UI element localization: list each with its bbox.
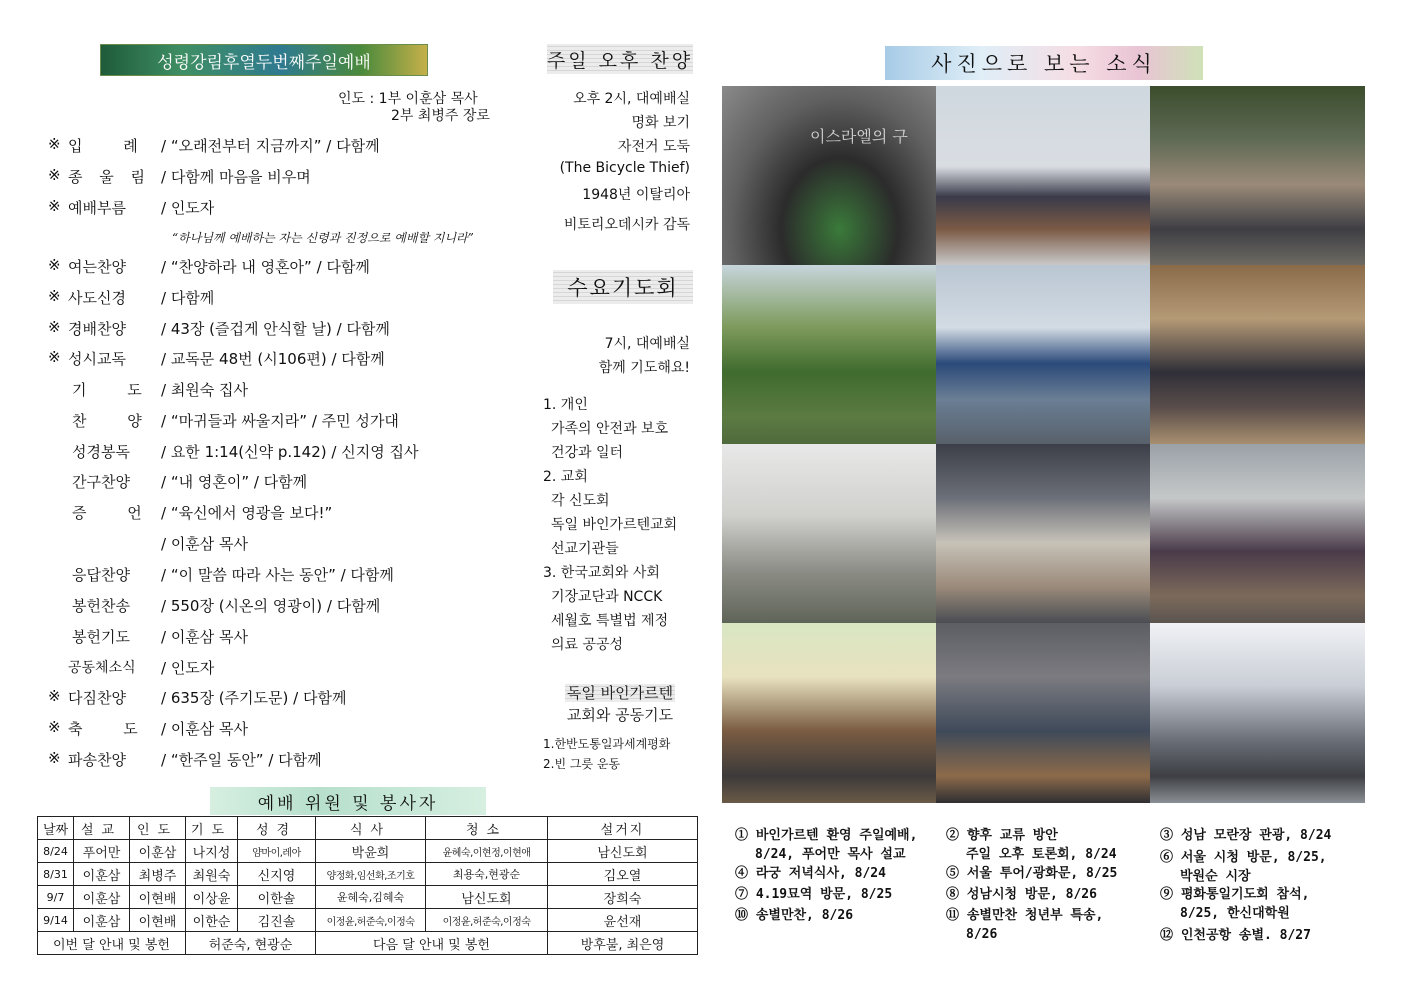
order-item-name: 예배부름 [68,199,126,217]
order-item-detail: / 다함께 [161,289,215,307]
header-cleaning: 청소 [426,817,548,840]
table-cell: 이훈삼 [74,863,130,886]
order-item-detail: / 인도자 [161,199,215,217]
photo-caption [1160,926,1311,945]
header-meal: 식사 [316,817,426,840]
table-cell: 이한솔 [238,886,316,909]
photo-caption [1160,826,1331,845]
list-item: 3. 한국교회와 사회 [543,565,660,581]
joint-prayer-title-line2: 교회와 공동기도 [566,706,674,724]
star-mark: ※ [48,749,61,767]
caption-line: ④ 라궁 저녁식사, 8/24 [735,866,886,881]
caption-line: ⑥ 서울 시청 방문, 8/25, [1160,850,1327,865]
list-item: 각 신도회 [551,493,610,509]
leader-line-2: 2부 최병주 장로 [391,108,490,124]
table-cell: 양정화,임선화,조기호 [316,863,426,886]
table-cell: 김진솔 [238,909,316,932]
order-item-name: 간구찬양 [72,473,130,491]
staff-table [37,816,698,955]
sunday-line: 비토리오데시카 감독 [563,217,690,233]
list-item: 1.한반도통일과세계평화 [543,737,671,751]
order-item-detail: / “육신에서 영광을 보다!” [161,504,333,522]
order-item-name: 다짐찬양 [68,689,126,707]
table-cell: 박윤희 [316,840,426,863]
order-item-name: 여는찬양 [68,258,126,276]
table-row [38,840,698,863]
header-scripture: 성경 [238,817,316,840]
table-cell: 최용숙,현광순 [426,863,548,886]
photo-caption [1160,848,1327,886]
table-cell: 이정윤,허준숙,이정숙 [316,909,426,932]
caption-line: ③ 성남 모란장 관광, 8/24 [1160,828,1332,843]
sunday-afternoon-banner [547,44,693,74]
photo-moran-market [1150,86,1365,265]
photo-419-cemetery [722,444,936,623]
order-item-detail: / 635장 (주기도문) / 다함께 [161,689,347,707]
table-cell: 나지성 [186,840,238,863]
caption-line: ⑫ 인천공항 송별. 8/27 [1160,928,1311,943]
list-item: 기장교단과 NCCK [551,589,663,605]
photo-caption [946,826,1117,864]
wednesday-banner [553,270,693,304]
photo-discussion-panel [936,86,1150,265]
order-item-name: 파송찬양 [68,751,126,769]
order-item-name: 성시교독 [68,350,126,368]
photo-caption [946,906,1103,944]
table-row [38,886,698,909]
order-item-detail: / 550장 (시온의 영광이) / 다함께 [161,597,381,615]
joint-prayer-title-line1: 독일 바인가르텐 [566,684,674,702]
caption-line: ⑪ 송별만찬 청년부 특송, [946,908,1104,923]
header-dishes: 설거지 [548,817,698,840]
table-cell: 윤선재 [548,909,698,932]
photo-farewell-dinner [722,623,936,803]
caption-line: ⑤ 서울 투어/광화문, 8/25 [946,866,1118,881]
photo-gwanghwamun [936,265,1150,444]
order-item-detail: / “이 말씀 따라 사는 동안” / 다함께 [161,566,394,584]
list-item: 선교기관들 [551,541,619,557]
star-mark: ※ [48,166,61,184]
table-cell: 8/24 [38,840,74,863]
table-cell: 이상윤 [186,886,238,909]
star-mark: ※ [48,318,61,336]
next-month-label: 다음 달 안내 및 봉헌 [316,932,548,955]
table-footer-row [38,932,698,955]
list-item: 1. 개인 [543,397,588,413]
sunday-line: (The Bicycle Thief) [559,160,690,176]
photo-dinner-garden [722,265,936,444]
photo-incheon-airport [1150,623,1365,803]
list-item: 2.빈 그릇 운동 [543,757,621,771]
leader-line-1: 인도 : 1부 이훈삼 목사 [338,91,478,107]
order-item-detail: / 인도자 [161,659,215,677]
caption-line: ⑧ 성남시청 방문, 8/26 [946,887,1097,902]
wednesday-line: 7시, 대예배실 [604,336,690,352]
order-item-name: 종 울 림 [68,168,152,186]
photo-caption [735,864,886,883]
table-cell: 이훈삼 [130,840,186,863]
table-cell: 이현배 [130,886,186,909]
order-item-name: 축 도 [68,720,156,738]
order-item-name: 성경봉독 [72,443,130,461]
order-item-detail: / 다함께 마음을 비우며 [161,168,311,186]
sunday-afternoon-title: 주일 오후 찬양 [546,49,694,72]
table-cell: 최병주 [130,863,186,886]
order-item-detail: / 43장 (즐겁게 안식할 날) / 다함께 [161,320,390,338]
table-cell: 얌마이,레아 [238,840,316,863]
list-item: 건강과 일터 [551,445,624,461]
photo-seongnam-city-hall [936,444,1150,623]
star-mark: ※ [48,135,61,153]
sunday-line: 자전거 도둑 [617,139,690,155]
caption-line: ② 향후 교류 방안 [946,828,1058,843]
order-item-name: 봉헌찬송 [72,597,130,615]
photo-welcome-service [722,86,936,265]
sunday-line: 명화 보기 [631,115,690,131]
list-item: 독일 바인가르텐교회 [551,517,678,533]
photo-news-title: 사진으로 보는 소식 [931,52,1157,76]
order-item-detail: / “한주일 동안” / 다함께 [161,751,322,769]
list-item: 세월호 특별법 제정 [551,613,669,629]
photo-caption [946,864,1117,883]
photo-peace-prayer [1150,444,1365,623]
order-item-detail: / “오래전부터 지금까지” / 다함께 [161,137,380,155]
photo-caption [735,885,892,904]
order-item-name: 증 언 [72,504,160,522]
caption-line: 8/25, 한신대학원 [1180,906,1290,921]
table-cell: 이한순 [186,909,238,932]
list-item: 가족의 안전과 보호 [551,421,669,437]
order-item-detail: / “내 영혼이” / 다함께 [161,473,308,491]
worship-title-banner [100,44,428,76]
photo-youth-song [936,623,1150,803]
next-month-names: 방후불, 최은영 [548,932,698,955]
star-mark: ※ [48,348,61,366]
sunday-line: 1948년 이탈리아 [582,187,690,203]
table-cell: 8/31 [38,863,74,886]
caption-line: 8/24, 푸어만 목사 설교 [755,847,906,862]
table-cell: 9/14 [38,909,74,932]
order-item-name: 응답찬양 [72,566,130,584]
header-prayer: 기도 [186,817,238,840]
worship-title: 성령강림후열두번째주일예배 [157,52,371,73]
order-item-name: 사도신경 [68,289,126,307]
caption-line: ⑨ 평화통일기도회 참석, [1160,887,1310,902]
table-cell: 장희숙 [548,886,698,909]
order-item-detail: / 최원숙 집사 [161,381,249,399]
star-mark: ※ [48,197,61,215]
order-item-detail: / 이훈삼 목사 [161,535,249,553]
photo-caption [735,826,917,864]
order-item-name: 입 례 [68,137,156,155]
caption-line: 8/26 [966,927,998,942]
table-cell: 윤혜숙,이현정,이현애 [426,840,548,863]
photo-caption [1160,885,1310,923]
table-row [38,909,698,932]
staff-title: 예배 위원 및 봉사자 [257,793,439,814]
order-item-detail: / 이훈삼 목사 [161,720,249,738]
wednesday-title: 수요기도회 [567,276,679,300]
table-header-row [38,817,698,840]
table-cell: 9/7 [38,886,74,909]
photo-grid [722,86,1365,803]
table-cell: 남신도회 [426,886,548,909]
photo-projection-text: 이스라엘의 구 [810,127,908,146]
order-item-name: 경배찬양 [68,320,126,338]
header-leader: 인도 [130,817,186,840]
star-mark: ※ [48,687,61,705]
table-row [38,863,698,886]
order-item-name: 기 도 [72,381,160,399]
photo-caption [946,885,1097,904]
caption-line: ① 바인가르텐 환영 주일예배, [735,828,918,843]
staff-title-banner [210,787,486,815]
photo-news-banner [885,46,1203,80]
table-cell: 신지영 [238,863,316,886]
this-month-names: 허준숙, 현광순 [186,932,316,955]
header-date: 날짜 [38,817,74,840]
star-mark: ※ [48,718,61,736]
worship-quote: “하나님께 예배하는 자는 신령과 진정으로 예배할 지니라” [172,231,474,245]
table-cell: 푸어만 [74,840,130,863]
table-cell: 이훈삼 [74,886,130,909]
table-cell: 남신도회 [548,840,698,863]
header-sermon: 설교 [74,817,130,840]
this-month-label: 이번 달 안내 및 봉헌 [38,932,186,955]
order-item-name: 공동체소식 [68,660,136,676]
photo-city-hall [1150,265,1365,444]
order-item-detail: / 요한 1:14(신약 p.142) / 신지영 집사 [161,443,419,461]
table-cell: 이정윤,허준숙,이정숙 [426,909,548,932]
photo-caption [735,906,853,925]
table-cell: 최원숙 [186,863,238,886]
sunday-line: 오후 2시, 대예배실 [573,91,690,107]
table-cell: 이훈삼 [74,909,130,932]
joint-prayer-title [540,682,700,726]
order-item-detail: / 교독문 48번 (시106편) / 다함께 [161,350,385,368]
order-item-name: 봉헌기도 [72,628,130,646]
caption-line: ⑩ 송별만찬, 8/26 [735,908,854,923]
list-item: 2. 교회 [543,469,588,485]
wednesday-line: 함께 기도해요! [598,360,690,376]
caption-line: ⑦ 4.19묘역 방문, 8/25 [735,887,893,902]
order-item-detail: / “찬양하라 내 영혼아” / 다함께 [161,258,370,276]
star-mark: ※ [48,287,61,305]
order-item-detail: / 이훈삼 목사 [161,628,249,646]
list-item: 의료 공공성 [551,637,624,653]
caption-line: 박원순 시장 [1180,869,1251,884]
table-cell: 이현배 [130,909,186,932]
star-mark: ※ [48,256,61,274]
table-cell: 윤혜숙,김혜숙 [316,886,426,909]
order-item-detail: / “마귀들과 싸울지라” / 주민 성가대 [161,412,399,430]
table-cell: 김오열 [548,863,698,886]
caption-line: 주일 오후 토론회, 8/24 [966,847,1117,862]
order-item-name: 찬 양 [72,412,160,430]
